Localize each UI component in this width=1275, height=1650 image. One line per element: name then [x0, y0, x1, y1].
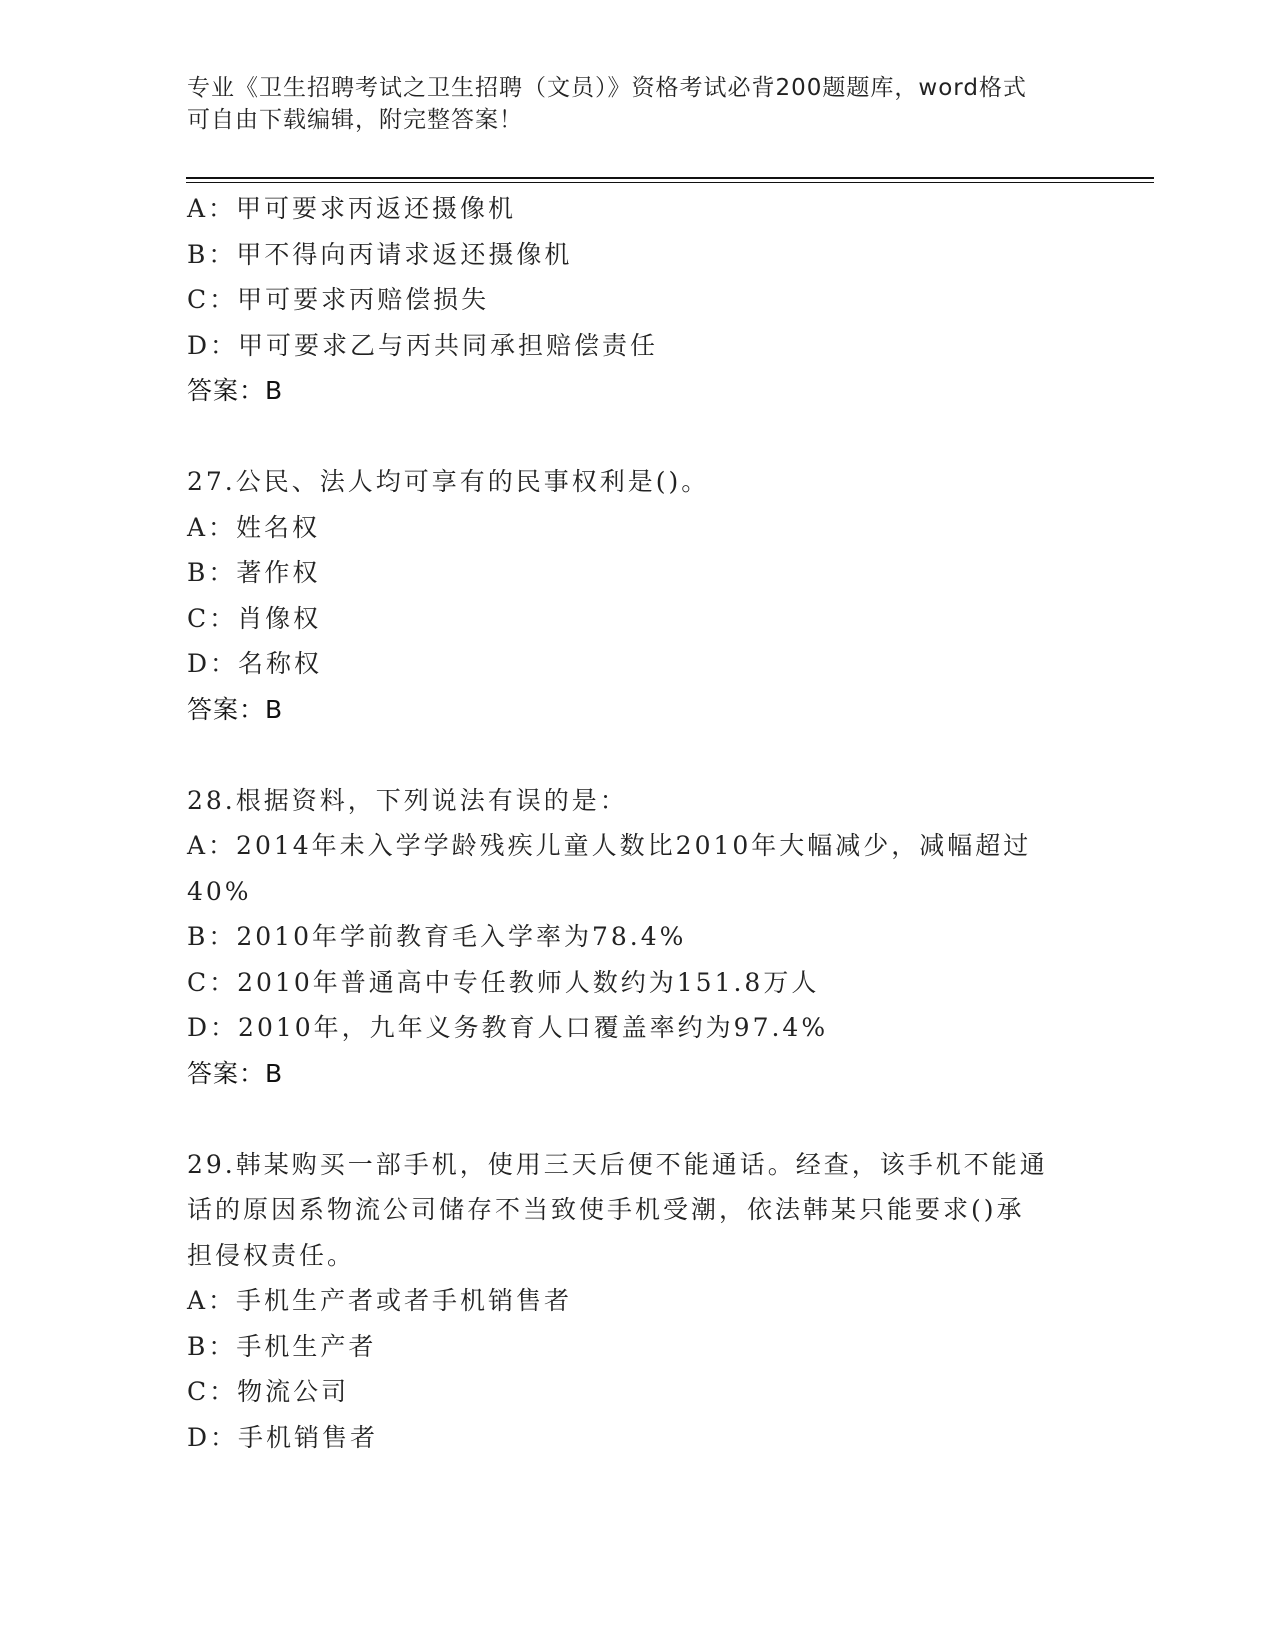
header-rule-thick [186, 177, 1154, 179]
option-c-q26: C：甲可要求丙赔偿损失 [187, 285, 490, 314]
header-line-1: 专业《卫生招聘考试之卫生招聘（文员）》资格考试必背200题题库，word格式 [187, 75, 1027, 101]
answer-q27: 答案：B [187, 694, 284, 724]
question-27: 27.公民、法人均可享有的民事权利是()。 [187, 467, 710, 496]
option-d-q28: D：2010年，九年义务教育人口覆盖率约为97.4% [187, 1013, 829, 1042]
page-header [187, 72, 1087, 136]
option-d-q27: D：名称权 [187, 649, 323, 678]
option-a-q26: A：甲可要求丙返还摄像机 [187, 194, 517, 223]
option-b-q26: B：甲不得向丙请求返还摄像机 [187, 239, 573, 269]
answer-q28: 答案：B [187, 1058, 284, 1088]
blank-line [187, 414, 1087, 460]
question-28: 28.根据资料，下列说法有误的是： [187, 785, 628, 815]
question-content [187, 186, 1087, 1460]
option-b-q29: B：手机生产者 [187, 1331, 377, 1361]
answer-q26: 答案：B [187, 376, 284, 405]
question-29-line-1: 29.韩某购买一部手机，使用三天后便不能通话。经查，该手机不能通 [187, 1149, 1048, 1179]
option-b-q28: B：2010年学前教育毛入学率为78.4% [187, 922, 687, 951]
option-a-q28: A：2014年未入学学龄残疾儿童人数比2010年大幅减少，减幅超过 [187, 831, 1032, 860]
blank-line [187, 732, 1087, 778]
option-a-q28-cont: 40% [187, 876, 252, 906]
option-a-q27: A：姓名权 [187, 512, 321, 542]
option-c-q27: C：肖像权 [187, 603, 322, 633]
header-line-2: 可自由下载编辑，附完整答案！ [187, 107, 523, 133]
header-rule-thin [186, 182, 1154, 183]
question-29-line-3: 担侵权责任。 [187, 1240, 356, 1270]
option-d-q29: D：手机销售者 [187, 1422, 379, 1452]
option-d-q26: D：甲可要求乙与丙共同承担赔偿责任 [187, 330, 659, 360]
option-a-q29: A：手机生产者或者手机销售者 [187, 1286, 573, 1315]
option-c-q29: C：物流公司 [187, 1377, 350, 1406]
blank-line [187, 1096, 1087, 1142]
option-c-q28: C：2010年普通高中专任教师人数约为151.8万人 [187, 967, 820, 997]
question-29-line-2: 话的原因系物流公司储存不当致使手机受潮，依法韩某只能要求()承 [187, 1195, 1025, 1224]
option-b-q27: B：著作权 [187, 558, 321, 587]
